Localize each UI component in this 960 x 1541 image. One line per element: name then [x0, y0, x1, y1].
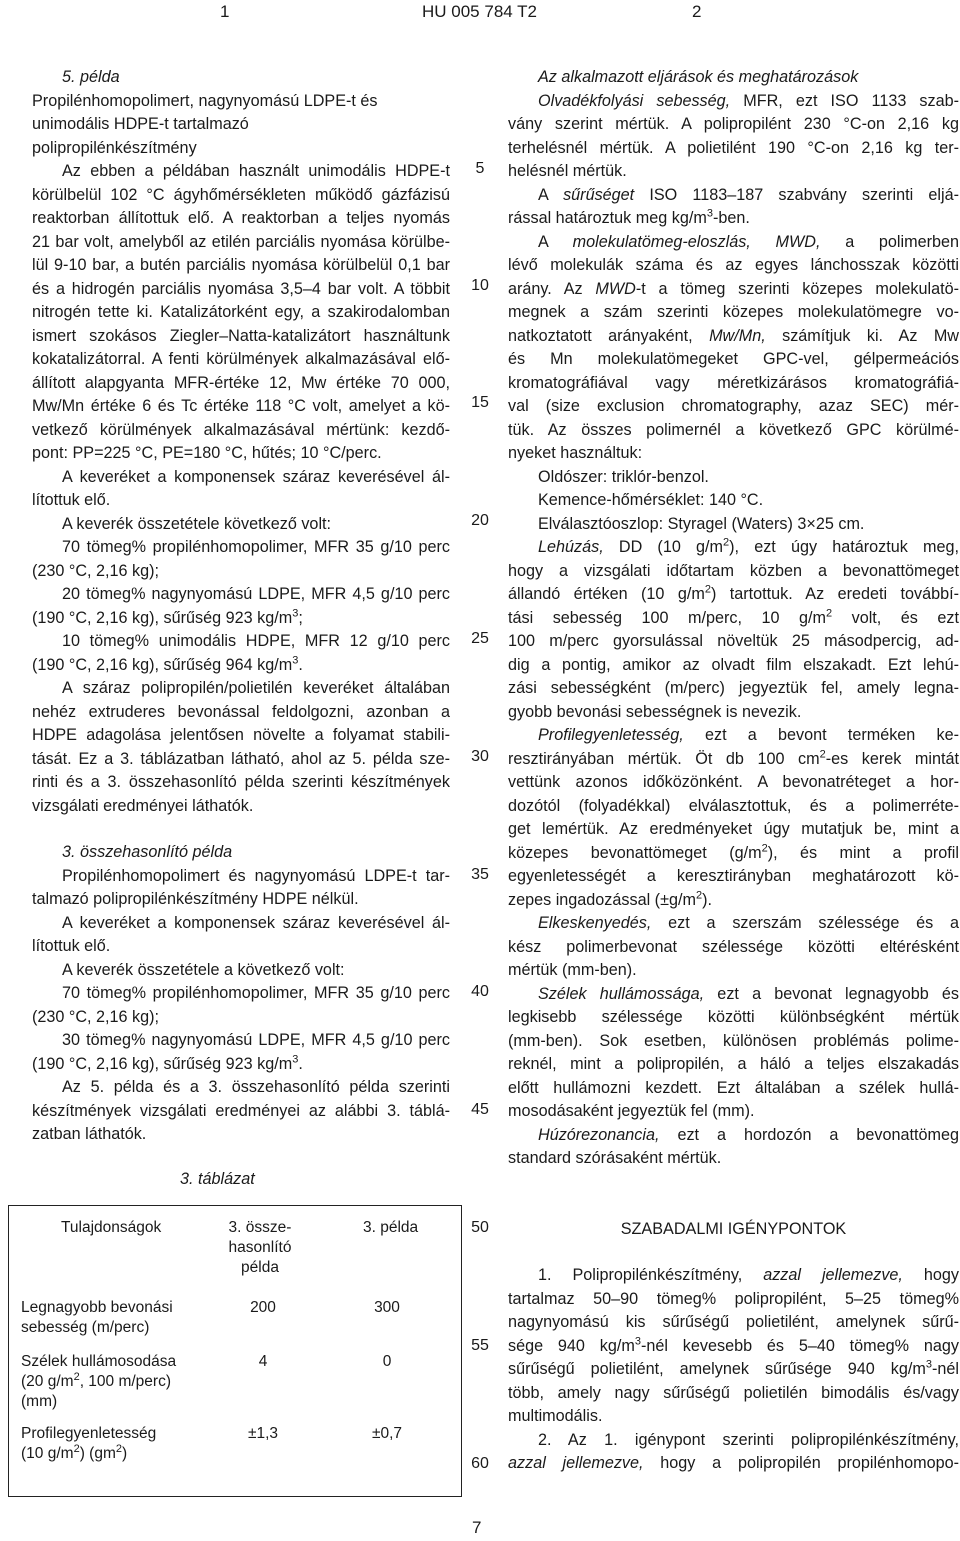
- superscript: 3: [292, 654, 299, 667]
- comparative-title-line: talmazó polipropilénkészítmény HDPE nélkül.: [32, 890, 359, 908]
- body-line: nehéz extruderes bevonással feldolgozni, azonban a: [32, 702, 450, 721]
- text: 1. Polipropilénkészítmény,: [538, 1266, 764, 1284]
- superscript: 2: [73, 1370, 80, 1383]
- text: zepes ingadozással (±g/m: [508, 890, 696, 909]
- text: .: [298, 1054, 303, 1073]
- body-line: körülbelül 102 °C ágyhőmérsékleten működő gázfázisú: [32, 185, 450, 204]
- text: tási sebesség 100 m/perc, 10 g/m: [508, 608, 826, 627]
- body-line: nitrogén tette ki. Katalizátorként egy, a szakirodalomban: [32, 303, 450, 321]
- patent-number: HU 005 784 T2: [422, 2, 537, 21]
- body-line: vetkező körülmények alkalmazásával mértünk: kezdő-: [32, 420, 450, 439]
- body-line: [508, 231, 959, 255]
- body-line: reknél, mint a polipropilén, a háló a teljes elszakadás: [508, 1055, 959, 1073]
- body-line: reaktorban állítottuk elő. A reaktorban a teljes nyomás: [32, 209, 450, 227]
- claims-heading: SZABADALMI IGÉNYPONTOK: [620, 1219, 847, 1238]
- superscript: 2: [723, 536, 730, 549]
- term: Olvadékfolyási sebesség,: [538, 91, 731, 110]
- right-column: [508, 66, 959, 1476]
- text: A: [538, 185, 564, 204]
- body-line: [508, 983, 959, 1007]
- claim-line: tartalmaz 50–90 tömeg% polipropilént, 5–25 tömeg%: [508, 1289, 959, 1308]
- body-line: 100 m/perc gyorsulással növeltük 25 másodpercig, ad-: [508, 632, 959, 650]
- superscript: 2: [825, 607, 833, 620]
- line-number: 15: [471, 394, 489, 411]
- text: .: [298, 655, 303, 674]
- body-line: kész polimerbevonat szélessége közötti eltérésként: [508, 937, 959, 956]
- body-line: vány szerint mértük. A polipropilént 230 °C-on 2,16 kg: [508, 115, 959, 133]
- body-line: A száraz polipropilén/polietilén keveréket általában: [62, 679, 450, 697]
- text: resztirányában mértük. Öt db 100 cm: [508, 749, 820, 768]
- mix-line: 70 tömeg% propilénhomopolimer, MFR 35 g/10 perc: [62, 984, 450, 1002]
- superscript: 3: [634, 1335, 641, 1348]
- page-number-footer: 7: [472, 1518, 482, 1537]
- text: natkoztatott arányaként,: [508, 326, 710, 345]
- claim-line: [508, 1358, 959, 1382]
- table-row-prop: [21, 1352, 176, 1412]
- body-line: standard szórásaként mértük.: [508, 1149, 722, 1167]
- body-line: [508, 207, 959, 231]
- claim-line: 2. Az 1. igénypont szerinti polipropilénkészítmény,: [538, 1430, 959, 1449]
- text: ezt a hordozón a bevonattömeg: [659, 1125, 959, 1144]
- body-line: [508, 325, 959, 349]
- body-line: [508, 748, 959, 772]
- body-line: [508, 90, 959, 114]
- claim-line: [508, 1335, 959, 1359]
- term: Lehúzás,: [538, 538, 604, 556]
- prop-line: [21, 1372, 176, 1392]
- text: -ben.: [712, 209, 750, 227]
- text: számítjuk ki. Az Mw: [765, 326, 959, 345]
- body-line: kromatográfiával vagy méretkizárásos kromatográfiá-: [508, 373, 959, 392]
- body-line: ismert szokásos Ziegler–Natta-katalizátort használtunk: [32, 326, 450, 345]
- table-cell-example: 0: [382, 1353, 392, 1370]
- line-number: 35: [471, 866, 489, 883]
- term: azzal jellemezve,: [763, 1266, 903, 1284]
- body-line: [508, 889, 959, 913]
- body-line: állított alapgyanta MFR-értéke 12, Mw értéke 70 000,: [32, 373, 450, 392]
- body-line: vizsgálati eredményei láthatók.: [32, 796, 254, 815]
- text: volt, és ezt: [832, 608, 959, 627]
- table-header-properties: Tulajdonságok: [61, 1219, 162, 1236]
- text: ISO 1183–187 szabvány szerinti eljá-: [634, 185, 959, 204]
- body-line: és a hidrogén parciális nyomása 3,5–4 bar volt. A többit: [32, 279, 450, 298]
- line-number: 5: [475, 160, 485, 177]
- body-line: mértük (mm-ben).: [508, 961, 637, 979]
- term: Mw/Mn,: [709, 326, 766, 345]
- text: hogy a polipropilén propilénhomopo-: [643, 1454, 959, 1472]
- body-line: előtt hullámozni kezdett. Ezt általában a szélek hullá-: [508, 1078, 959, 1097]
- body-line: egyenletességét a keresztirányban meghatározott kö-: [508, 867, 959, 885]
- comparative-heading: 3. összehasonlító példa: [62, 843, 233, 861]
- text: -es kerek mintát: [825, 749, 959, 768]
- left-column: [32, 66, 450, 1147]
- mix-line: [32, 607, 450, 631]
- body-line: lítottuk elő.: [32, 937, 111, 955]
- body-line: 21 bar volt, amelyből az etilén parciális nyomása körülbe-: [32, 232, 450, 251]
- body-line: lül 9-10 bar, a butén parciális nyomása körülbelül 0,1 bar: [32, 256, 450, 274]
- text: rással határoztuk meg kg/m: [508, 209, 707, 227]
- mix-line: [32, 654, 450, 678]
- term: Profilegyenletesség,: [538, 726, 684, 744]
- text: (190 °C, 2,16 kg), sűrűség 923 kg/m: [32, 608, 293, 627]
- term: Húzórezonancia,: [538, 1125, 660, 1144]
- text: (20 g/m: [21, 1373, 74, 1390]
- text: ezt a bevont terméken ke-: [683, 726, 959, 744]
- right-page-number: 2: [692, 2, 702, 21]
- gpc-line: Kemence-hőmérséklet: 140 °C.: [538, 491, 764, 509]
- text: ) tartottuk. Az eredeti továbbí-: [710, 585, 959, 603]
- table-row-prop: [21, 1424, 156, 1464]
- example-heading: 5. példa: [62, 68, 120, 86]
- superscript: 3: [925, 1358, 932, 1371]
- text: -nél: [932, 1360, 959, 1378]
- body-line: dig a pontig, amikor az olvadt film elszakadt. Ezt lehú-: [508, 655, 959, 674]
- body-line: [508, 184, 959, 208]
- header-line: példa: [241, 1259, 279, 1276]
- text: sűrűségű polietilént, amelynek sűrűsége 940 kg/m: [508, 1360, 926, 1378]
- line-number: 50: [471, 1219, 489, 1236]
- body-line: lévő molekulák száma és az egyes lánchosszak közötti: [508, 256, 959, 274]
- body-line: készítmények vizsgálati eredményei az alábbi 3. táblá-: [32, 1101, 450, 1120]
- example-title-line: polipropilénkészítmény: [32, 138, 197, 157]
- body-line: A keveréket a komponensek száraz keverésével ál-: [62, 467, 450, 486]
- example-title-line: unimodális HDPE-t tartalmazó: [32, 115, 249, 133]
- gpc-line: Elválasztóoszlop: Styragel (Waters) 3×25 cm.: [538, 514, 865, 533]
- body-line: hogy a vizsgálati időtartam közben a bevonattömeget: [508, 561, 959, 580]
- body-line: vettünk azonos időközönként. A bevonatréteget a hor-: [508, 773, 959, 791]
- table-header-comparative: [219, 1218, 301, 1278]
- body-line: rinti és a 3. összehasonlító példa szerinti készítmények: [32, 773, 450, 791]
- body-line: [508, 1124, 959, 1148]
- table-cell-comparative: 4: [258, 1353, 268, 1370]
- text: MFR, ezt ISO 1133 szab-: [730, 91, 960, 110]
- body-line: megnek a szám szerinti közepes molekulatömegre vo-: [508, 303, 959, 321]
- superscript: 3: [292, 1053, 299, 1066]
- prop-line: (mm): [21, 1393, 58, 1410]
- superscript: 2: [115, 1442, 122, 1455]
- superscript: 3: [292, 607, 299, 620]
- text: a polimerben: [820, 232, 960, 251]
- text: DD (10 g/m: [603, 538, 723, 556]
- term: azzal jellemezve,: [508, 1454, 644, 1472]
- body-line: [508, 842, 959, 866]
- left-page-number: 1: [220, 2, 230, 21]
- claim-line: multimodális.: [508, 1407, 603, 1425]
- body-line: [508, 607, 959, 631]
- body-line: Az ebben a példában használt unimodális HDPE-t: [62, 162, 450, 180]
- text: közepes bevonattömeget (g/m: [508, 843, 762, 862]
- superscript: 2: [73, 1442, 80, 1455]
- gpc-line: Oldószer: triklór-benzol.: [538, 467, 709, 486]
- term: sűrűséget: [563, 185, 635, 204]
- text: -t a tömeg szerinti közepes molekulatö-: [635, 279, 960, 298]
- mix-line: (230 °C, 2,16 kg);: [32, 561, 160, 580]
- body-line: [508, 278, 959, 302]
- mix-line: (230 °C, 2,16 kg);: [32, 1007, 160, 1026]
- table-cell-comparative: ±1,3: [247, 1425, 279, 1442]
- prop-line: Profilegyenletesség: [21, 1425, 157, 1442]
- body-line: HDPE adagolása jelentősen növelte a folyamat stabili-: [32, 726, 450, 744]
- body-line: val (size exclusion chromatography, azaz SEC) mér-: [508, 397, 959, 415]
- superscript: 3: [706, 207, 713, 220]
- table-header-example: 3. példa: [363, 1219, 419, 1236]
- line-number: 10: [471, 277, 489, 294]
- term: Szélek hullámossága,: [538, 984, 705, 1003]
- text: ), ezt úgy határoztuk meg,: [729, 538, 959, 556]
- text: -nél kevesebb és 5–40 tömeg% nagy: [640, 1336, 959, 1355]
- text: , 100 m/perc): [79, 1373, 171, 1390]
- prop-line: Szélek hullámosodása: [21, 1353, 177, 1370]
- text: ) (gm: [79, 1445, 116, 1462]
- mix-line: [32, 1053, 450, 1077]
- prop-line: Legnagyobb bevonási: [21, 1299, 173, 1316]
- prop-line: sebesség (m/perc): [21, 1319, 150, 1336]
- text: ): [121, 1445, 128, 1462]
- table-title: 3. táblázat: [180, 1170, 255, 1188]
- comparative-title-line: Propilénhomopolimert és nagynyomású LDPE-t tar-: [62, 866, 450, 885]
- table-cell-comparative: 200: [250, 1299, 276, 1316]
- superscript: 2: [819, 748, 826, 761]
- line-number: 30: [471, 748, 489, 765]
- example-title-line: Propilénhomopolimert, nagynyomású LDPE-t és: [32, 91, 378, 110]
- line-number: 25: [471, 630, 489, 647]
- body-line: [508, 912, 959, 936]
- text: (190 °C, 2,16 kg), sűrűség 964 kg/m: [32, 655, 293, 674]
- body-line: A keveréket a komponensek száraz keverésével ál-: [62, 913, 450, 932]
- prop-line: [21, 1444, 156, 1464]
- claim-line: [508, 1264, 959, 1288]
- text: ;: [298, 608, 303, 627]
- term: Elkeskenyedés,: [538, 914, 652, 932]
- body-line: zatban láthatók.: [32, 1125, 147, 1143]
- header-line: 3. össze-: [228, 1219, 292, 1236]
- text: hogy: [902, 1266, 959, 1284]
- claim-line: [508, 1452, 959, 1476]
- text: ezt a szerszám szélessége és a: [651, 914, 959, 932]
- mix-line: 20 tömeg% nagynyomású LDPE, MFR 4,5 g/10 perc: [62, 585, 450, 603]
- header-line: hasonlító: [228, 1239, 292, 1256]
- body-line: gyobb bevonási sebességnek is nevezik.: [508, 702, 802, 721]
- body-line: terhelésnél mértük. A polietilént 190 °C-on 2,16 kg ter-: [508, 138, 959, 157]
- text: (10 g/m: [21, 1445, 74, 1462]
- text: ).: [702, 890, 712, 909]
- body-line: [508, 536, 959, 560]
- mix-line: 30 tömeg% nagynyomású LDPE, MFR 4,5 g/10 perc: [62, 1031, 450, 1049]
- term: molekulatömeg-eloszlás, MWD,: [572, 232, 821, 251]
- line-number: 40: [471, 983, 489, 1000]
- body-line: Az 5. példa és a 3. összehasonlító példa szerinti: [62, 1078, 450, 1096]
- line-number: 45: [471, 1101, 489, 1118]
- mix-intro: A keverék összetétele a következő volt:: [62, 960, 345, 979]
- body-line: tását. Ez a 3. táblázatban látható, ahol az 5. példa sze-: [32, 749, 450, 768]
- claim-line: nagynyomású kis sűrűségű polietilént, amelynek sűrű-: [508, 1313, 959, 1331]
- body-line: nyeket használtuk:: [508, 444, 643, 462]
- body-line: mosodásaként jegyeztük fel (mm).: [508, 1102, 755, 1120]
- text: ), és mint a profil: [767, 843, 959, 862]
- body-line: és Mn molekulatömegeket GPC-vel, gélpermeációs: [508, 350, 959, 368]
- superscript: 2: [695, 889, 703, 902]
- results-table: [8, 1205, 462, 1497]
- text: sége 940 kg/m: [508, 1336, 635, 1355]
- body-line: Mw/Mn értéke 6 és Tc értéke 118 °C volt, amelyet a kö-: [32, 397, 450, 415]
- superscript: 2: [704, 583, 711, 596]
- body-line: [508, 724, 959, 748]
- body-line: helésnél mértük.: [508, 162, 627, 180]
- mix-line: 70 tömeg% propilénhomopolimer, MFR 35 g/10 perc: [62, 538, 450, 556]
- body-line: legkisebb szélessége közötti különbségként mértük: [508, 1008, 959, 1026]
- line-number: 20: [471, 512, 489, 529]
- body-line: pont: PP=225 °C, PE=180 °C, hűtés; 10 °C/perc.: [32, 444, 382, 462]
- term: MWD: [595, 279, 636, 298]
- superscript: 2: [761, 842, 768, 855]
- table-cell-example: ±0,7: [371, 1425, 403, 1442]
- methods-heading: Az alkalmazott eljárások és meghatározások: [538, 68, 859, 86]
- body-line: (mm-ben). Sok esetben, különösen problémás polime-: [508, 1031, 959, 1050]
- body-line: tük. Az összes polimernél a következő GPC körülmé-: [508, 420, 959, 439]
- mix-line: 10 tömeg% unimodális HDPE, MFR 12 g/10 perc: [62, 632, 450, 650]
- mix-intro: A keverék összetétele következő volt:: [62, 514, 332, 533]
- line-number: 55: [471, 1337, 489, 1354]
- text: arány. Az: [508, 279, 596, 298]
- text: ezt a bevonat legnagyobb és: [704, 984, 959, 1003]
- text: A: [538, 232, 573, 251]
- table-row-prop: [21, 1298, 173, 1338]
- text: (190 °C, 2,16 kg), sűrűség 923 kg/m: [32, 1054, 293, 1073]
- claim-line: több, amely nagy sűrűségű polietilén bimodális és/vagy: [508, 1383, 959, 1402]
- body-line: dozótól (folyadékkal) elválasztottuk, és a polimerréte-: [508, 796, 959, 815]
- line-number: 60: [471, 1455, 489, 1472]
- body-line: get lemértük. Az eredményeket úgy mutatjuk be, mint a: [508, 820, 959, 838]
- body-line: zási sebességként (m/perc) jegyeztük fel, amely legna-: [508, 679, 959, 697]
- body-line: kokatalizátorral. A fenti körülmények alkalmazásával elő-: [32, 350, 450, 368]
- body-line: [508, 583, 959, 607]
- table-cell-example: 300: [374, 1299, 400, 1316]
- text: állandó értéken (10 g/m: [508, 585, 705, 603]
- body-line: lítottuk elő.: [32, 491, 111, 509]
